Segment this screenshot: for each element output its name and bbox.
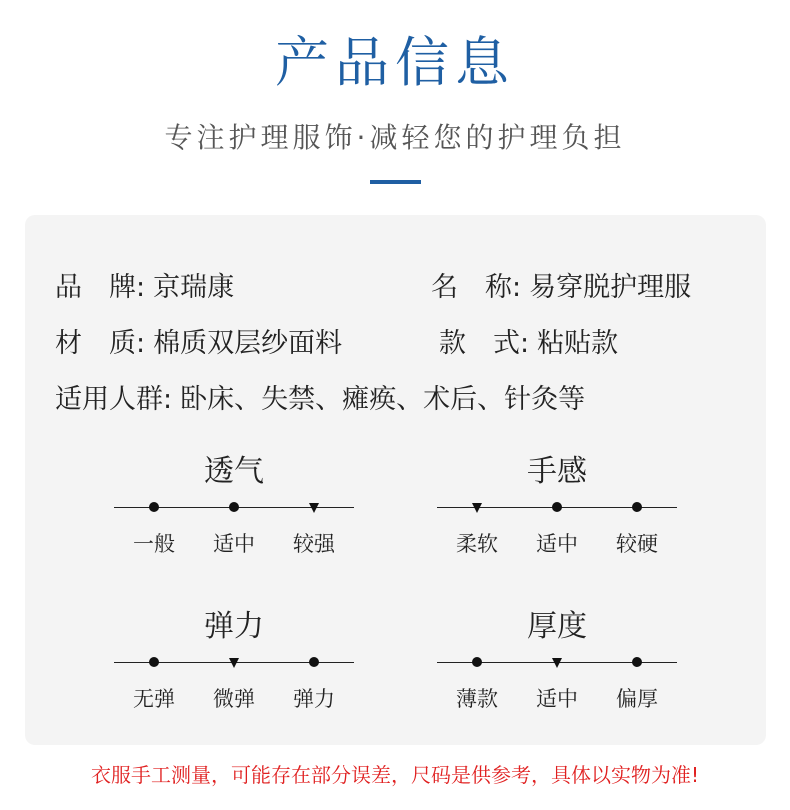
scale-label: 微弹 — [213, 687, 255, 711]
brand-label: 品 牌: — [55, 272, 146, 303]
scale-dot — [149, 502, 159, 512]
scale-label: 薄款 — [456, 687, 498, 711]
brand-value: 京瑞康 — [153, 272, 235, 303]
scale-dot — [632, 502, 642, 512]
name-label: 名 称: — [431, 272, 522, 303]
scale-label: 适中 — [213, 532, 255, 556]
info-panel — [25, 215, 766, 745]
scale-dot — [229, 502, 239, 512]
page-subtitle: 专注护理服饰·减轻您的护理负担 — [164, 121, 626, 154]
scale-dot — [309, 657, 319, 667]
selected-marker-triangle — [309, 503, 319, 513]
scale-label: 适中 — [536, 532, 578, 556]
scale-label: 无弹 — [133, 687, 175, 711]
scale-label: 较硬 — [616, 532, 658, 556]
style-value: 粘贴款 — [537, 328, 619, 359]
brand-row — [55, 270, 234, 306]
style-label: 款 式: — [439, 328, 530, 359]
scale-dot — [472, 657, 482, 667]
name-row — [431, 270, 691, 306]
scale-dot — [632, 657, 642, 667]
scale-dot — [552, 502, 562, 512]
style-row — [439, 326, 618, 362]
material-row — [55, 326, 342, 362]
audience-label: 适用人群: — [55, 384, 173, 415]
audience-value: 卧床、失禁、瘫痪、术后、针灸等 — [180, 384, 586, 415]
measurement-disclaimer: 衣服手工测量，可能存在部分误差，尺码是供参考，具体以实物为准! — [90, 763, 700, 787]
name-value: 易穿脱护理服 — [529, 272, 692, 303]
selected-marker-triangle — [472, 503, 482, 513]
scale-dot — [149, 657, 159, 667]
rating-title: 弹力 — [204, 609, 264, 644]
rating-title: 手感 — [527, 454, 587, 489]
audience-row — [55, 382, 585, 418]
scale-label: 一般 — [133, 532, 175, 556]
selected-marker-triangle — [552, 658, 562, 668]
title-divider — [370, 180, 421, 184]
selected-marker-triangle — [229, 658, 239, 668]
scale-label: 较强 — [293, 532, 335, 556]
rating-title: 透气 — [204, 454, 264, 489]
scale-label: 适中 — [536, 687, 578, 711]
scale-label: 偏厚 — [616, 687, 658, 711]
page-title: 产品信息 — [275, 31, 515, 94]
material-label: 材 质: — [55, 328, 146, 359]
rating-title: 厚度 — [527, 609, 587, 644]
scale-label: 弹力 — [293, 687, 335, 711]
material-value: 棉质双层纱面料 — [153, 328, 343, 359]
scale-label: 柔软 — [456, 532, 498, 556]
